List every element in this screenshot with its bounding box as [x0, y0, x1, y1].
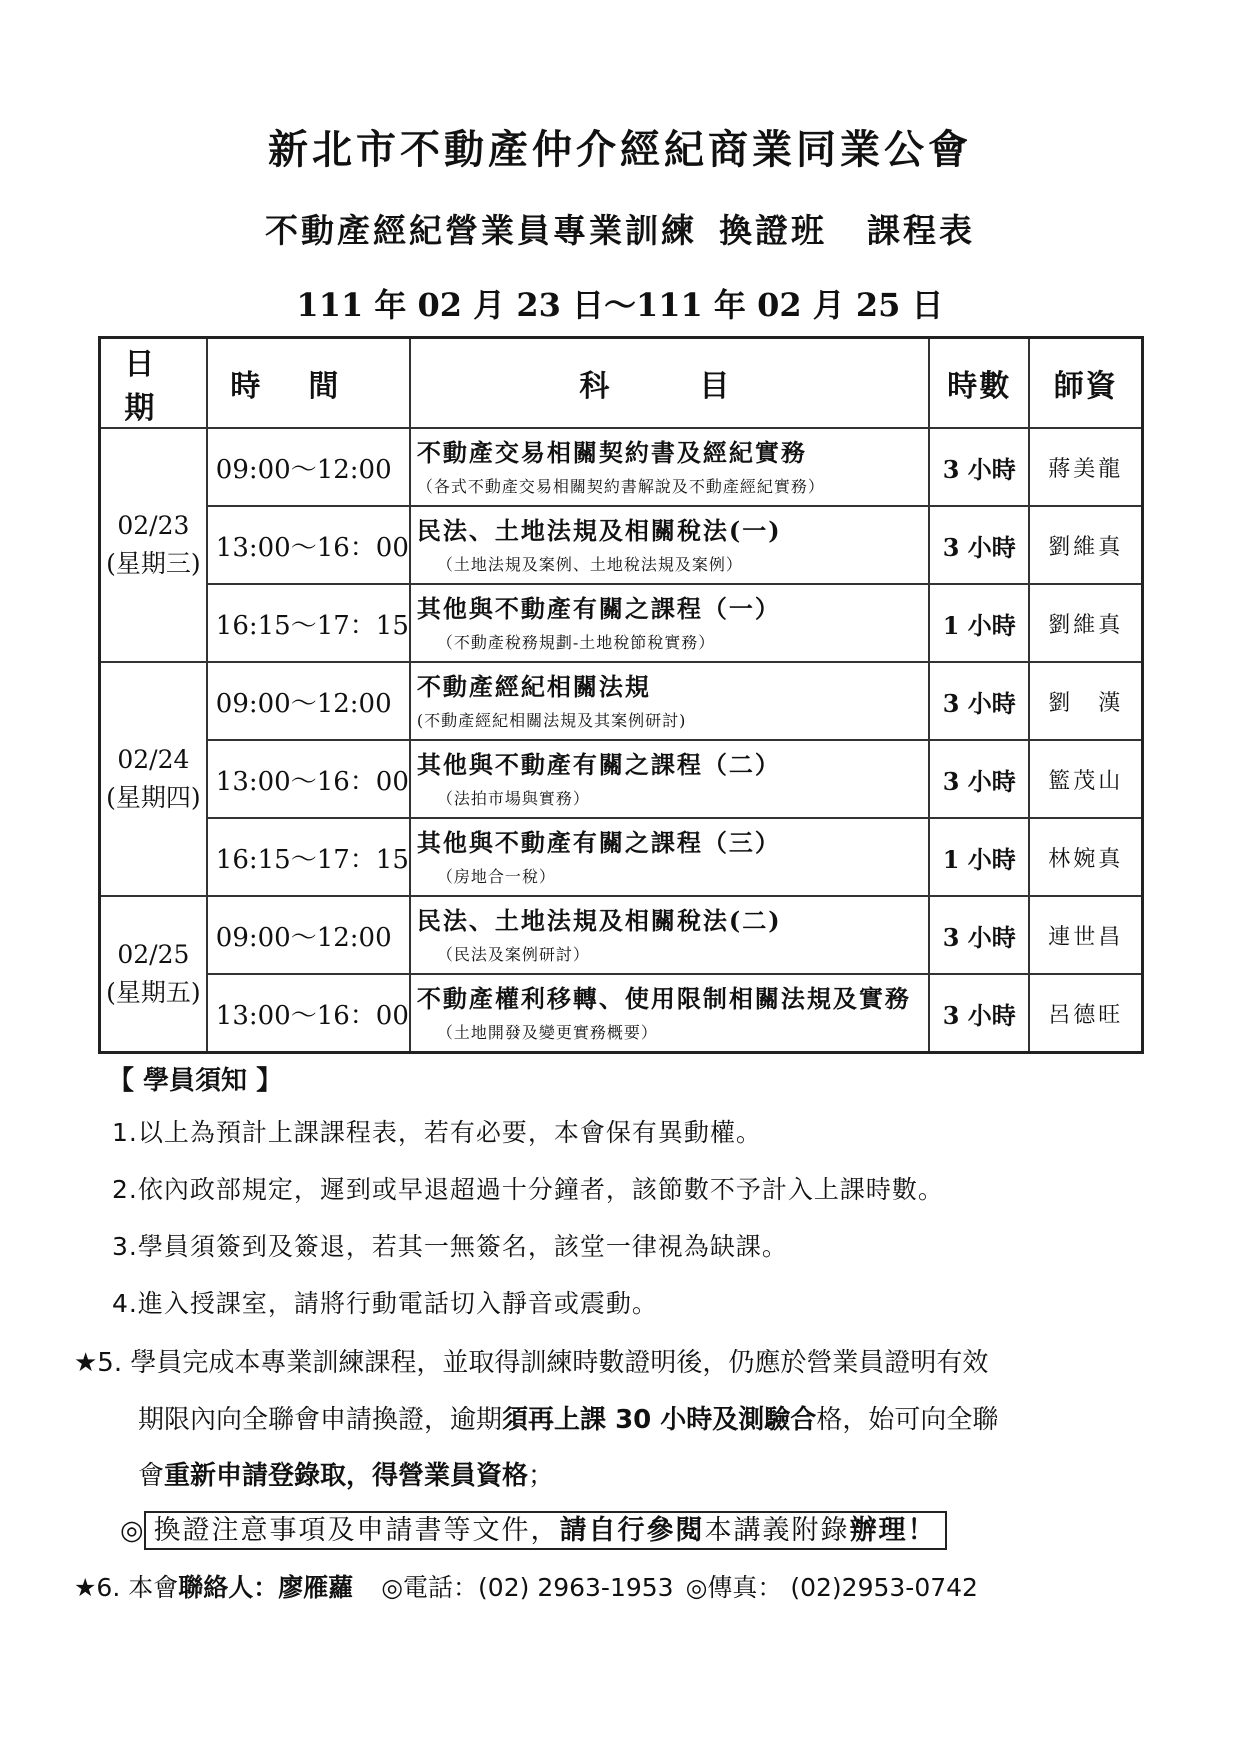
hours-cell: 1 小時: [929, 818, 1030, 896]
table-header-row: [100, 338, 1143, 429]
table-name: 課程表: [867, 211, 975, 250]
header-hours: 時數: [929, 338, 1030, 429]
hours-cell: 3 小時: [929, 896, 1030, 974]
header-date: 日期: [100, 338, 207, 429]
header-subject: 科目: [410, 338, 929, 429]
contact-person: 聯絡人：廖雁蘿: [178, 1573, 354, 1602]
hours-cell: 3 小時: [929, 974, 1030, 1053]
hours-cell: 3 小時: [929, 506, 1030, 584]
time-cell: 09:00～12:00: [207, 662, 410, 740]
notice-title: 【 學員須知 】: [108, 1066, 283, 1096]
notice-item-2: 2.依內政部規定，遲到或早退超過十分鐘者，該節數不予計入上課時數。: [112, 1175, 944, 1204]
schedule-table: [98, 336, 1144, 1054]
header-time: 時間: [207, 338, 410, 429]
teacher-cell: 連世昌: [1029, 896, 1142, 974]
class-type: 換證班: [719, 211, 827, 250]
notice-item-5-line1: ★5. 學員完成本專業訓練課程，並取得訓練時數證明後，仍應於營業員證明有效: [74, 1348, 989, 1378]
subject-cell: 不動產交易相關契約書及經紀實務 （各式不動產交易相關契約書解說及不動產經紀實務）: [410, 428, 929, 506]
time-cell: 16:15～17：15: [207, 818, 410, 896]
table-row: [100, 740, 1143, 818]
subject-cell: 不動產權利移轉、使用限制相關法規及實務 （土地開發及變更實務概要）: [410, 974, 929, 1053]
contact-phone: ◎電話：(02) 2963-1953: [381, 1573, 674, 1602]
subject-cell: 民法、土地法規及相關稅法(一) （土地法規及案例、土地稅法規及案例）: [410, 506, 929, 584]
table-row: [100, 896, 1143, 974]
time-cell: 09:00～12:00: [207, 896, 410, 974]
notice-item-3: 3.學員須簽到及簽退，若其一無簽名，該堂一律視為缺課。: [112, 1232, 788, 1261]
time-cell: 13:00～16：00: [207, 740, 410, 818]
course-name: 不動產經紀營業員專業訓練: [265, 211, 697, 250]
time-cell: 16:15～17：15: [207, 584, 410, 662]
teacher-cell: 劉維真: [1029, 584, 1142, 662]
table-row: [100, 428, 1143, 506]
table-row: [100, 584, 1143, 662]
subject-cell: 民法、土地法規及相關稅法(二) （民法及案例研討）: [410, 896, 929, 974]
notice-item-5-line3: 會重新申請登錄取，得營業員資格；: [138, 1461, 555, 1491]
teacher-cell: 籃茂山: [1029, 740, 1142, 818]
hours-cell: 3 小時: [929, 740, 1030, 818]
teacher-cell: 劉 漢: [1029, 662, 1142, 740]
date-cell: 02/25 (星期五): [100, 896, 207, 1053]
header-teacher: 師資: [1029, 338, 1142, 429]
subject-cell: 其他與不動產有關之課程（二） （法拍市場與實務）: [410, 740, 929, 818]
org-title: 新北市不動產仲介經紀商業同業公會: [268, 126, 972, 173]
teacher-cell: 呂德旺: [1029, 974, 1142, 1053]
date-range: 111 年 02 月 23 日～111 年 02 月 25 日: [296, 286, 944, 324]
hours-cell: 3 小時: [929, 428, 1030, 506]
course-title: [0, 205, 1240, 252]
teacher-cell: 蔣美龍: [1029, 428, 1142, 506]
date-cell: 02/24 (星期四): [100, 662, 207, 896]
time-cell: 13:00～16：00: [207, 506, 410, 584]
hours-cell: 1 小時: [929, 584, 1030, 662]
subject-cell: 其他與不動產有關之課程（三） （房地合一稅）: [410, 818, 929, 896]
table-row: [100, 506, 1143, 584]
notice-item-1: 1.以上為預計上課課程表，若有必要，本會保有異動權。: [112, 1118, 762, 1147]
reference-box: 換證注意事項及申請書等文件，請自行參閱本講義附錄辦理！: [144, 1511, 947, 1550]
time-cell: 13:00～16：00: [207, 974, 410, 1053]
table-row: [100, 974, 1143, 1053]
hours-cell: 3 小時: [929, 662, 1030, 740]
table-row: [100, 818, 1143, 896]
subject-cell: 不動產經紀相關法規 (不動產經紀相關法規及其案例研討): [410, 662, 929, 740]
teacher-cell: 劉維真: [1029, 506, 1142, 584]
table-row: [100, 662, 1143, 740]
reference-note: ◎ 換證注意事項及申請書等文件，請自行參閱本講義附錄辦理！: [120, 1508, 947, 1547]
notice-item-5-line2: 期限內向全聯會申請換證，逾期須再上課 30 小時及測驗合格，始可向全聯: [138, 1405, 999, 1435]
teacher-cell: 林婉真: [1029, 818, 1142, 896]
date-cell: 02/23 (星期三): [100, 428, 207, 662]
subject-cell: 其他與不動產有關之課程（一） （不動產稅務規劃-土地稅節稅實務）: [410, 584, 929, 662]
contact-fax: ◎傳真： (02)2953-0742: [685, 1573, 978, 1602]
notice-item-4: 4.進入授課室，請將行動電話切入靜音或震動。: [112, 1289, 658, 1318]
contact-line: ★6. 本會聯絡人：廖雁蘿 ◎電話：(02) 2963-1953 ◎傳真： (02)2953-0742: [74, 1573, 978, 1602]
time-cell: 09:00～12:00: [207, 428, 410, 506]
